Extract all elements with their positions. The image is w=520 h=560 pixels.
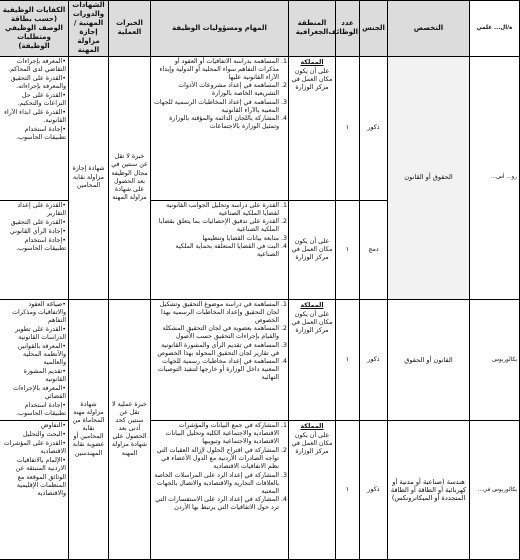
count-cell: ١ [336, 299, 360, 421]
competencies-list [2, 422, 66, 497]
region-cell [289, 200, 336, 299]
competencies-cell [0, 200, 69, 299]
region-title: المملكة [300, 423, 324, 431]
task-item: 3. متابعة بيانات القضايا وتنظيمها [153, 235, 279, 243]
license-cell: شهادة إجازة مزاولة نقابة المحامين [69, 56, 109, 299]
license-cell: شهادة مزاولة مهنة المحاماة من نقابة المحامين أو عضوية نقابة المهندسين [69, 299, 109, 560]
task-item: 4. المشاركة باللجان الدائمة والمؤقتة بالوزارة وتمثيل الوزارة بالاجتماعات [153, 115, 279, 131]
competencies-cell [0, 299, 69, 421]
region-cell [289, 421, 336, 560]
tasks-cell [151, 421, 289, 560]
region-title: المملكة [300, 58, 324, 66]
tasks-list [153, 301, 286, 383]
task-item: 1. المشاركة في جمع البيانات والمؤشرات الاقتصادية والاجتماعية الكلية وتحليل البيانات الاقتصادية والاجتماعية وتبويبها [153, 422, 279, 446]
competency-item: •إجادة الرأي القانوني [10, 227, 66, 235]
task-item: 4. البت في القضايا المتعلقة بحماية الملكية الصناعية [153, 243, 279, 259]
gender-cell: ذكور [360, 299, 388, 421]
region-title: المملكة [300, 301, 324, 309]
header-region: المنطقة الجغرافية [289, 1, 336, 57]
competency-item: •القدرة على إعداد التقارير [17, 201, 66, 217]
header-tasks: المهام ومسؤوليات الوظيفة [151, 1, 289, 57]
count-cell: ١ [336, 56, 360, 200]
tasks-cell [151, 200, 289, 299]
competency-item: •المعرفة بالقوانين والأنظمة المحلية والعالمية [17, 342, 66, 366]
competency-item: •تقديم المشورة القانونية [23, 367, 66, 383]
header-gender: الجنس [360, 1, 388, 57]
region-text: على أن يكون مكان العمل في مركز الوزارة [291, 67, 333, 91]
experience-cell: خبرة لا تقل عن سنتين في مجال الوظيفة بعد الحصول على شهادة مزاولة المهنة [109, 56, 151, 299]
competency-item: •القدرة على التحقيق والمعرفة بإجراءاته. [10, 74, 66, 90]
count-cell: ١ [336, 200, 360, 299]
competencies-cell [0, 421, 69, 560]
competency-item: •القدرة على ابداء الآراء القانونية. [4, 108, 66, 124]
gender-cell: دمج [360, 200, 388, 299]
competencies-list [2, 58, 66, 142]
header-qualification: ة/ال... علمي [470, 1, 520, 57]
header-specialty: التخصص [388, 1, 470, 57]
competencies-list [2, 202, 66, 253]
header-count: عدد الوظائف [336, 1, 360, 57]
task-item: 1. المساهمة في دراسة موضوع التحقيق وتشكيل لجان التحقيق وإعداد المخاطبات الرسمية بهذا الخصوص [153, 301, 279, 325]
specialty-cell: الحقوق أو القانون [388, 56, 470, 299]
header-competencies: الكفايات الوظيفية (حسب بطاقة الوصف الوظيفي ومتطلبات الوظيفة) [0, 1, 69, 57]
competency-item: •القدرة على المؤشرات الاقتصادية [3, 440, 66, 456]
competency-item: •المعرفة بإجراءات التقاضي لدى المحاكم. [8, 57, 66, 73]
region-cell [289, 56, 336, 200]
competencies-cell [0, 56, 69, 200]
tasks-list [153, 202, 286, 260]
experience-cell: خبرة عملية لا تقل عن سنتين كحد أدنى بعد الحصول على شهادة مزاولة المهنة [109, 299, 151, 560]
competency-item: •التفاوض [40, 422, 66, 430]
competency-item: •إجادة استخدام تطبيقات الحاسوب. [16, 125, 66, 141]
task-item: 4. المشاركة في إعداد الرد على الاستفسارات التي ترد حول الاتفاقيات التي يرتبط بها الأردن [153, 496, 279, 512]
table-row [0, 56, 520, 200]
competency-item: •إجادة استخدام تطبيقات الحاسوب. [16, 402, 66, 418]
tasks-cell [151, 299, 289, 421]
task-item: 3. المشاركة في إعداد الرد على المراسلات الخاصة بالعلاقات التجارية والاقتصادية والاتصال بالجهات المعنية [153, 472, 279, 496]
region-cell [289, 299, 336, 421]
qualification-cell: بكالوريوس [470, 299, 520, 421]
task-item: 2. المساهمة بعضوية في لجان التحقيق المشكلة والقيام بإجراءات التحقيق حسب الأصول [153, 325, 279, 341]
task-item: 4. المساهمة في إعداد مخاطبات رسمية للجهات المعنية داخل الوزارة أو خارجها لتنفيذ التوصيات النهائية [153, 358, 279, 382]
competency-item: •المعرفة بالإجراءات القضائي [13, 385, 66, 401]
header-licenses: الشهادات والدورات المهنية / إجازة مزاولة المهنة [69, 1, 109, 57]
task-item: 2. القدرة على تدقيق الإحصائيات بما يتعلق بقضايا الملكية الصناعية [153, 218, 279, 234]
header-experience: الخبرات العملية [109, 1, 151, 57]
region-text: على أن يكون مكان العمل في مركز الوزارة [291, 310, 333, 334]
task-item: 2. المساهمة في إعداد مشروعات الأدوات التشريعية الخاصة بالوزارة [153, 82, 279, 98]
competency-item: •القدرة على حل النزاعات والتحكيم. [17, 91, 66, 107]
competencies-list [2, 301, 66, 419]
region-text: على أن يكون مكان العمل في مركز الوزارة [291, 237, 333, 262]
task-item: 1. المساهمة بدراسة الاتفاقيات أو العقود أو مذكرات التفاهم سواء المحلية أو الدولية وإبداء الآراء القانونية عليها [153, 58, 279, 82]
tasks-list [153, 58, 286, 132]
specialty-cell: هندسة (صناعية أو مدنية أو كهربائية أو الطاقة أو الطاقة المتجددة أو الميكاترونكس) [388, 421, 470, 560]
competency-item: •القدرة على التحقيق [10, 218, 66, 226]
gender-cell: ذكور [360, 56, 388, 200]
competency-item: •إجادة استخدام تطبيقات الحاسوب. [16, 236, 66, 252]
table-header-row [0, 1, 520, 57]
task-item: 3. المساهمة في تقديم الرأي والمشورة القانونية في تقارير لجان التحقيق المحولة بهذا الخصوص [153, 342, 279, 358]
competency-item: •الإلمام بالاتفاقيات الاردنية المنبثقة عن الوثائق الموقعة مع المنظمات الإقليمية والاقتصادية [15, 457, 66, 497]
tasks-cell [151, 56, 289, 200]
task-item: 1. القدرة على دراسة وتحليل الجوانب القانونية لقضايا الملكية الصناعية [153, 202, 279, 218]
specialty-cell: القانون أو الحقوق [388, 299, 470, 421]
task-item: 3. المساهمة في إعداد المخاطبات الرسمية للجهات المعنية بالآراء القانونية [153, 99, 279, 115]
gender-cell: ذكور [360, 421, 388, 560]
competency-item: •صياغة العقود والاتفاقيات ومذكرات التفاهم [12, 300, 66, 324]
count-cell: ١ [336, 421, 360, 560]
task-item: 2. المشاركة في اقتراح الحلول لإزالة العقبات التي تواجه الصادرات الأردنية مع الدول الأعضاء في نظم الاتفاقيات الاقتصادية [153, 447, 279, 471]
tasks-list [153, 422, 286, 512]
competency-item: •القدرة على تطوير الدراسات القانونية [15, 325, 66, 341]
qualification-cell: رو... أس... [470, 56, 520, 299]
competency-item: •البحث والتحليل [23, 431, 66, 439]
region-text: على أن يكون مكان العمل في مركز الوزارة [291, 432, 333, 456]
qualification-cell: بكالوريوس في... [470, 421, 520, 560]
table-row [0, 299, 520, 421]
